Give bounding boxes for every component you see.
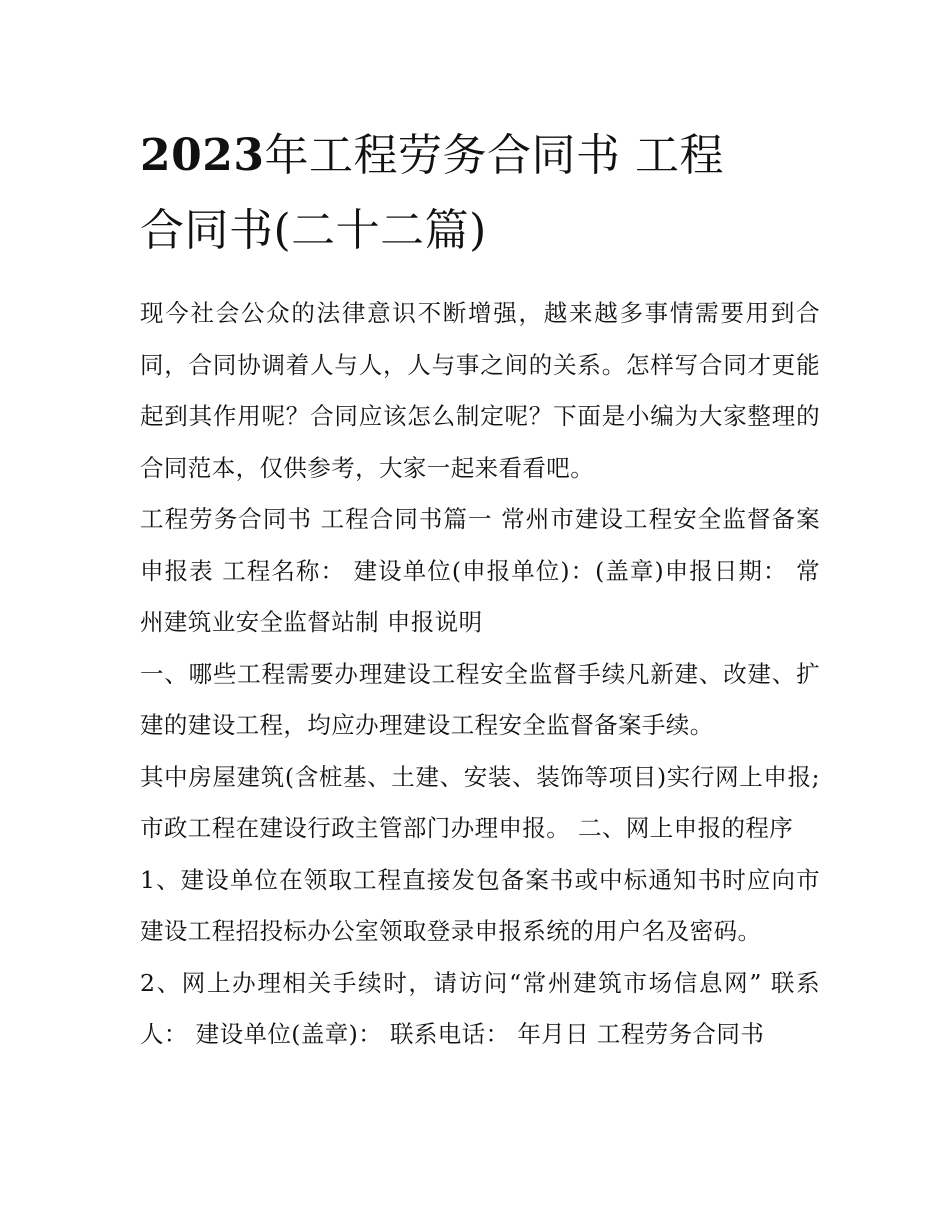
- title-year: 2023: [140, 130, 265, 181]
- title-line2-text: 合同书(二十二篇): [140, 205, 487, 256]
- item-two-paragraph: 其中房屋建筑(含桩基、土建、安装、装饰等项目)实行网上申报;市政工程在建设行政主管部门办理申报。 二、网上申报的程序: [140, 762, 820, 842]
- document-title: [140, 118, 820, 268]
- section-one-paragraph: 工程劳务合同书 工程合同书篇一 常州市建设工程安全监督备案 申报表 工程名称： 建设单位(申报单位)：(盖章)申报日期： 常州建筑业安全监督站制 申报说明: [140, 505, 820, 636]
- title-line1-text: 年工程劳务合同书 工程: [264, 130, 724, 181]
- step-two-paragraph: 2、网上办理相关手续时，请访问“常州建筑市场信息网” 联系人： 建设单位(盖章)： 联系电话： 年月日 工程劳务合同书: [140, 968, 820, 1048]
- item-one-paragraph: 一、哪些工程需要办理建设工程安全监督手续凡新建、改建、扩建的建设工程，均应办理建设工程安全监督备案手续。: [140, 659, 820, 739]
- document-page: [140, 118, 820, 1061]
- intro-paragraph: 现今社会公众的法律意识不断增强，越来越多事情需要用到合同，合同协调着人与人，人与事之间的关系。怎样写合同才更能起到其作用呢？合同应该怎么制定呢？下面是小编为大家整理的合同范本，仅供参考，大家一起来看看吧。: [140, 299, 820, 482]
- step-one-paragraph: 1、建设单位在领取工程直接发包备案书或中标通知书时应向市建设工程招投标办公室领取登录申报系统的用户名及密码。: [140, 865, 820, 945]
